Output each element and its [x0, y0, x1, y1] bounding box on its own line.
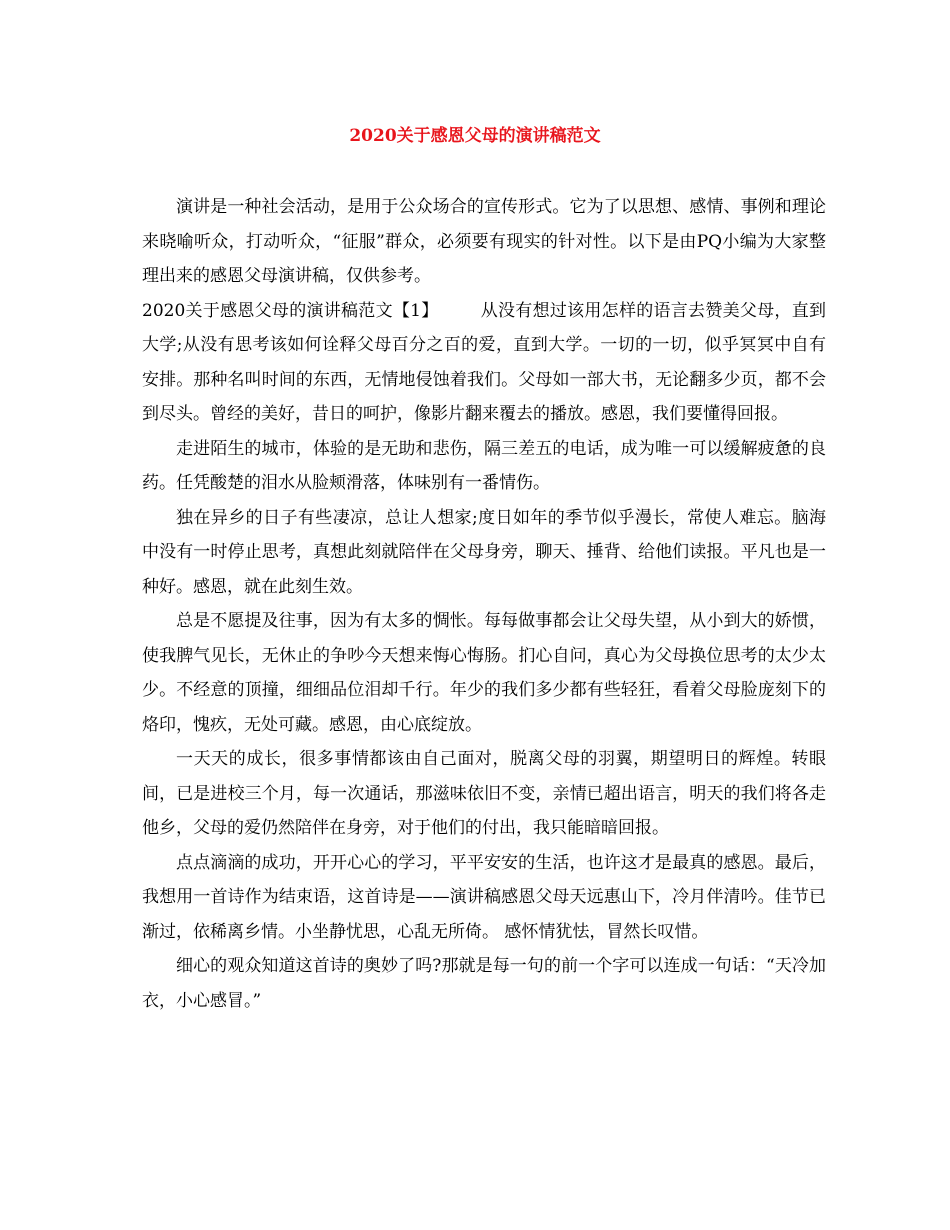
- document-body: [142, 190, 826, 1018]
- body-paragraph-1: 走进陌生的城市，体验的是无助和悲伤，隔三差五的电话，成为唯一可以缓解疲惫的良药。任凭酸楚的泪水从脸颊滑落，体味别有一番情伤。: [142, 438, 826, 493]
- body-paragraph-3: 总是不愿提及往事，因为有太多的惆怅。每每做事都会让父母失望，从小到大的娇惯，使我脾气见长，无休止的争吵今天想来悔心悔肠。扪心自问，真心为父母换位思考的太少太少。不经意的顶撞，细细品位泪却千行。年少的我们多少都有些轻狂，看着父母脸庞刻下的烙印，愧疚，无处可藏。感恩，由心底绽放。: [142, 611, 826, 735]
- body-paragraph-4: 一天天的成长，很多事情都该由自己面对，脱离父母的羽翼，期望明日的辉煌。转眼间，已是进校三个月，每一次通话，那滋味依旧不变，亲情已超出语言，明天的我们将各走他乡，父母的爱仍然陪伴在身旁，对于他们的付出，我只能暗暗回报。: [142, 749, 826, 838]
- section-heading: 2020关于感恩父母的演讲稿范文【1】: [142, 300, 439, 321]
- section-first-text: 从没有想过该用怎样的语言去赞美父母，直到大学;从没有思考该如何诠释父母百分之百的爱，直到大学。一切的一切，似乎冥冥中自有安排。那种名叫时间的东西，无情地侵蚀着我们。父母如一部大书，无论翻多少页，都不会到尽头。曾经的美好，昔日的呵护，像影片翻来覆去的播放。感恩，我们要懂得回报。: [142, 300, 826, 424]
- intro-paragraph: 演讲是一种社会活动，是用于公众场合的宣传形式。它为了以思想、感情、事例和理论来晓喻听众，打动听众，“征服”群众，必须要有现实的针对性。以下是由PQ小编为大家整理出来的感恩父母演讲稿，仅供参考。: [142, 197, 826, 286]
- body-paragraph-2: 独在异乡的日子有些凄凉，总让人想家;度日如年的季节似乎漫长，常使人难忘。脑海中没有一时停止思考，真想此刻就陪伴在父母身旁，聊天、捶背、给他们读报。平凡也是一种好。感恩，就在此刻生效。: [142, 507, 826, 597]
- body-paragraph-6: 细心的观众知道这首诗的奥妙了吗?那就是每一句的前一个字可以连成一句话：“天冷加衣，小心感冒。”: [142, 956, 826, 1011]
- body-paragraph-5: 点点滴滴的成功，开开心心的学习，平平安安的生活，也许这才是最真的感恩。最后，我想用一首诗作为结束语，这首诗是——演讲稿感恩父母天远惠山下，冷月伴清吟。佳节已渐过，依稀离乡情。小坐静忧思，心乱无所倚。 感怀情犹怯，冒然长叹惜。: [142, 852, 826, 942]
- section-first-paragraph: [142, 294, 826, 432]
- document-title: 2020关于感恩父母的演讲稿范文: [349, 126, 601, 146]
